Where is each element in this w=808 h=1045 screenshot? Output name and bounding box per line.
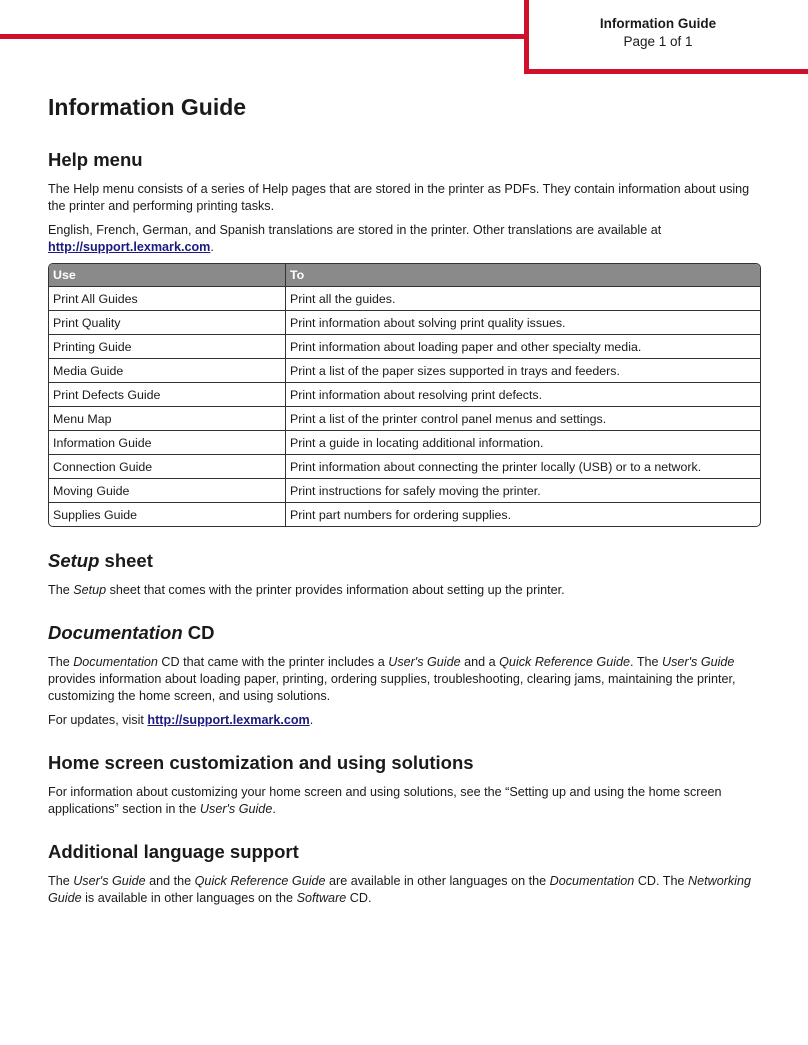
table-cell-use: Moving Guide [49,478,286,502]
language-section [48,840,762,907]
page-header [530,15,786,51]
help-menu-section [48,148,762,527]
table-cell-to: Print a list of the paper sizes supported in trays and feeders. [286,358,760,382]
setup-text-b: Setup [73,583,107,597]
documentation-section [48,621,762,729]
table-cell-to: Print information about resolving print defects. [286,382,760,406]
table-cell-use: Connection Guide [49,454,286,478]
lang-text-f: Documentation [549,874,635,888]
lang-text-k: CD. [346,891,372,905]
table-cell-use: Printing Guide [49,334,286,358]
updates-text: For updates, visit [48,713,148,727]
table-row [49,502,760,526]
home-text-c: . [272,802,276,816]
header-rule-vertical [524,0,529,74]
home-text-a: For information about customizing your home screen and using solutions, see the “Setting up and using the home screen applications” section in the [48,785,722,816]
doc-text-f: Quick Reference Guide [499,655,631,669]
table-cell-use: Print Defects Guide [49,382,286,406]
support-link[interactable]: http://support.lexmark.com [48,240,211,254]
table-row [49,382,760,406]
table-row [49,334,760,358]
lang-text-e: are available in other languages on the [325,874,550,888]
doc-text-g: . The [630,655,663,669]
home-text-b: User's Guide [199,802,273,816]
doc-text-i: provides information about loading paper, printing, ordering supplies, troubleshooting, clearing jams, maintaining the printer, customizing the home screen, and using solutions. [48,672,736,703]
setup-section [48,549,762,599]
updates-support-link[interactable]: http://support.lexmark.com [147,713,310,727]
table-cell-to: Print instructions for safely moving the printer. [286,478,760,502]
updates-end: . [309,713,314,727]
documentation-heading-rest: CD [182,622,215,643]
table-row [49,310,760,334]
table-row [49,358,760,382]
doc-text-h: User's Guide [662,655,735,669]
setup-heading [48,549,762,573]
table-cell-to: Print a list of the printer control panel menus and settings. [286,406,760,430]
table-row [49,406,760,430]
lang-text-c: and the [145,874,195,888]
table-cell-use: Print All Guides [49,286,286,310]
setup-text-c: sheet that comes with the printer provides information about setting up the printer. [106,583,565,597]
header-title: Information Guide [599,16,717,31]
table-cell-to: Print a guide in locating additional information. [286,430,760,454]
header-rule-left [0,34,528,39]
table-row [49,286,760,310]
home-screen-section [48,751,762,818]
lang-text-b: User's Guide [73,874,146,888]
table-header-to: To [286,264,760,286]
table-cell-to: Print information about connecting the printer locally (USB) or to a network. [286,454,760,478]
table-cell-use: Supplies Guide [49,502,286,526]
table-cell-use: Media Guide [49,358,286,382]
documentation-heading [48,621,762,645]
table-row [49,454,760,478]
language-heading: Additional language support [48,841,299,862]
lang-text-j: Software [296,891,347,905]
table-header-row [49,264,760,286]
header-page-number: Page 1 of 1 [623,34,693,49]
help-menu-paragraph: The Help menu consists of a series of Help pages that are stored in the printer as PDFs. They contain information about using the printer and performing printing tasks. [48,182,750,213]
translations-paragraph [48,222,762,256]
table-cell-to: Print information about loading paper and other specialty media. [286,334,760,358]
lang-text-h: Networking Guide [48,874,751,905]
documentation-heading-italic: Documentation [48,622,183,643]
doc-text-e: and a [460,655,500,669]
home-screen-paragraph [48,784,762,818]
doc-text-d: User's Guide [388,655,461,669]
table-cell-use: Menu Map [49,406,286,430]
table-row [49,478,760,502]
table-header-use: Use [49,264,286,286]
setup-text-a: The [48,583,74,597]
table-cell-use: Print Quality [49,310,286,334]
setup-heading-rest: sheet [99,550,153,571]
lang-text-i: is available in other languages on the [81,891,297,905]
help-menu-heading: Help menu [48,149,143,170]
help-menu-table [48,263,761,527]
lang-text-a: The [48,874,74,888]
setup-heading-italic: Setup [48,550,100,571]
document-body [48,92,762,914]
home-screen-heading: Home screen customization and using solutions [48,752,474,773]
lang-text-d: Quick Reference Guide [194,874,326,888]
documentation-paragraph [48,654,762,705]
table-cell-to: Print part numbers for ordering supplies. [286,502,760,526]
header-rule-right [524,69,808,74]
table-cell-to: Print all the guides. [286,286,760,310]
translations-text: English, French, German, and Spanish translations are stored in the printer. Other translations are available at [48,223,662,237]
doc-text-a: The [48,655,74,669]
document-title: Information Guide [48,94,247,120]
setup-paragraph [48,582,762,599]
language-paragraph [48,873,762,907]
table-cell-use: Information Guide [49,430,286,454]
lang-text-g: CD. The [634,874,688,888]
table-row [49,430,760,454]
doc-text-c: CD that came with the printer includes a [157,655,389,669]
table-cell-to: Print information about solving print quality issues. [286,310,760,334]
doc-text-b: Documentation [73,655,158,669]
translations-end: . [210,240,214,254]
updates-paragraph [48,712,762,729]
